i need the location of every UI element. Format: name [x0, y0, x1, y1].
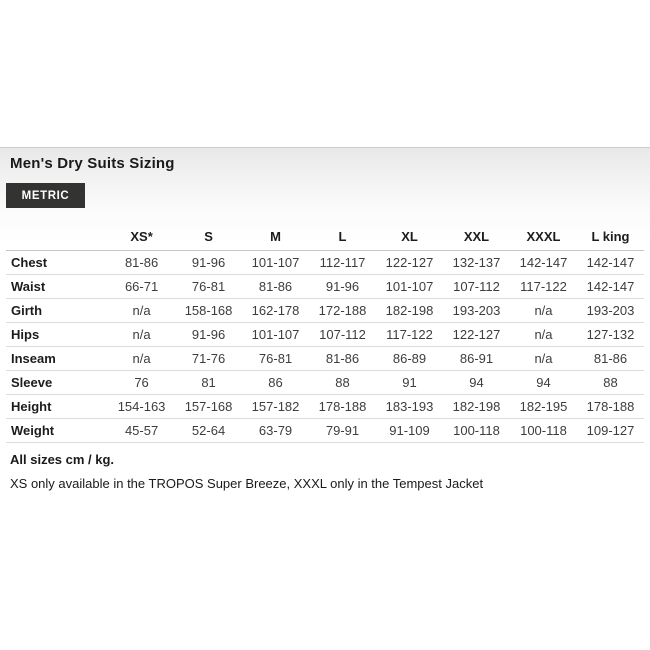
table-cell: 66-71 — [108, 274, 175, 298]
table-cell: 76-81 — [242, 346, 309, 370]
table-cell: 81-86 — [309, 346, 376, 370]
metric-tab[interactable]: METRIC — [6, 183, 85, 208]
table-cell: 182-195 — [510, 394, 577, 418]
column-header: L — [309, 224, 376, 250]
table-cell: 91-96 — [175, 322, 242, 346]
table-cell: 178-188 — [577, 394, 644, 418]
table-cell: 79-91 — [309, 418, 376, 442]
table-cell: 81-86 — [577, 346, 644, 370]
table-cell: 142-147 — [577, 250, 644, 274]
table-header-row — [6, 224, 644, 250]
table-cell: 117-122 — [376, 322, 443, 346]
table-cell: 91-96 — [309, 274, 376, 298]
column-header: XXXL — [510, 224, 577, 250]
table-cell: 76 — [108, 370, 175, 394]
table-row — [6, 250, 644, 274]
row-label: Chest — [6, 250, 108, 274]
row-label: Height — [6, 394, 108, 418]
table-cell: 112-117 — [309, 250, 376, 274]
units-note: All sizes cm / kg. — [10, 451, 115, 467]
table-cell: 76-81 — [175, 274, 242, 298]
table-cell: 158-168 — [175, 298, 242, 322]
table-row — [6, 418, 644, 442]
column-header: XL — [376, 224, 443, 250]
table-header — [6, 224, 644, 250]
table-cell: 157-168 — [175, 394, 242, 418]
table-cell: 100-118 — [443, 418, 510, 442]
table-cell: 88 — [309, 370, 376, 394]
table-cell: 86 — [242, 370, 309, 394]
table-cell: 157-182 — [242, 394, 309, 418]
table-cell: 91-96 — [175, 250, 242, 274]
sizing-table — [6, 224, 644, 443]
row-label: Inseam — [6, 346, 108, 370]
table-cell: 107-112 — [443, 274, 510, 298]
row-label: Weight — [6, 418, 108, 442]
table-cell: 109-127 — [577, 418, 644, 442]
table-cell: n/a — [510, 346, 577, 370]
table-cell: n/a — [510, 298, 577, 322]
availability-note: XS only available in the TROPOS Super Breeze, XXXL only in the Tempest Jacket — [10, 475, 484, 491]
table-cell: 154-163 — [108, 394, 175, 418]
column-header: S — [175, 224, 242, 250]
table-cell: 127-132 — [577, 322, 644, 346]
table-cell: 63-79 — [242, 418, 309, 442]
table-cell: 122-127 — [376, 250, 443, 274]
table-cell: 101-107 — [376, 274, 443, 298]
table-cell: 101-107 — [242, 322, 309, 346]
table-cell: n/a — [108, 298, 175, 322]
table-cell: n/a — [108, 322, 175, 346]
table-cell: 142-147 — [577, 274, 644, 298]
table-cell: n/a — [510, 322, 577, 346]
table-cell: 91-109 — [376, 418, 443, 442]
corner-header — [6, 224, 108, 250]
table-row — [6, 274, 644, 298]
column-header: L king — [577, 224, 644, 250]
table-cell: 101-107 — [242, 250, 309, 274]
table-row — [6, 298, 644, 322]
table-row — [6, 346, 644, 370]
table-cell: 52-64 — [175, 418, 242, 442]
table-row — [6, 394, 644, 418]
table-cell: 71-76 — [175, 346, 242, 370]
table-cell: 81 — [175, 370, 242, 394]
table-cell: 81-86 — [108, 250, 175, 274]
row-label: Sleeve — [6, 370, 108, 394]
table-cell: 94 — [510, 370, 577, 394]
table-cell: 122-127 — [443, 322, 510, 346]
top-blank-area — [0, 0, 650, 147]
table-cell: 162-178 — [242, 298, 309, 322]
table-body — [6, 250, 644, 442]
table-cell: 182-198 — [376, 298, 443, 322]
table-row — [6, 370, 644, 394]
table-cell: 178-188 — [309, 394, 376, 418]
table-cell: 193-203 — [443, 298, 510, 322]
table-cell: 132-137 — [443, 250, 510, 274]
table-cell: 91 — [376, 370, 443, 394]
sizing-section — [0, 147, 650, 547]
table-cell: 88 — [577, 370, 644, 394]
table-cell: 183-193 — [376, 394, 443, 418]
table-cell: 117-122 — [510, 274, 577, 298]
page-title: Men's Dry Suits Sizing — [10, 155, 175, 172]
column-header: XS* — [108, 224, 175, 250]
table-cell: 86-89 — [376, 346, 443, 370]
table-cell: 172-188 — [309, 298, 376, 322]
table-cell: 193-203 — [577, 298, 644, 322]
table-row — [6, 322, 644, 346]
table-cell: 45-57 — [108, 418, 175, 442]
column-header: M — [242, 224, 309, 250]
row-label: Girth — [6, 298, 108, 322]
table-cell: 182-198 — [443, 394, 510, 418]
table-cell: 107-112 — [309, 322, 376, 346]
row-label: Waist — [6, 274, 108, 298]
table-cell: 142-147 — [510, 250, 577, 274]
column-header: XXL — [443, 224, 510, 250]
table-cell: n/a — [108, 346, 175, 370]
table-cell: 100-118 — [510, 418, 577, 442]
row-label: Hips — [6, 322, 108, 346]
table-cell: 94 — [443, 370, 510, 394]
table-cell: 81-86 — [242, 274, 309, 298]
table-cell: 86-91 — [443, 346, 510, 370]
